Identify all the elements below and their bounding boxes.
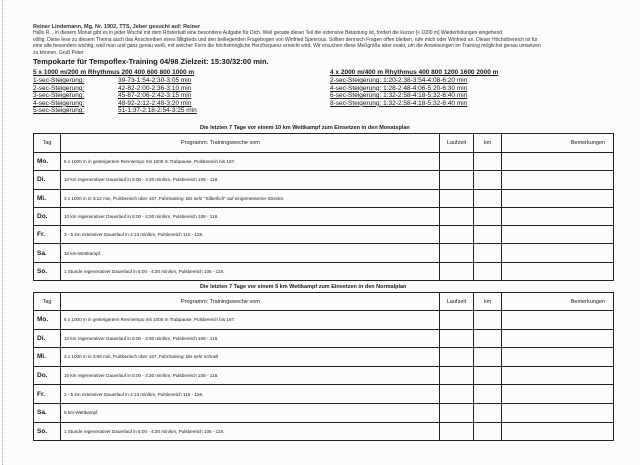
- table-row: [34, 171, 614, 189]
- table-row: [34, 189, 614, 207]
- author-line: Reiner Lindemann, Mg. Nr. 1902, TTS, Jeber gesucht auf: Reiner: [33, 24, 201, 30]
- col-km: km: [474, 134, 502, 153]
- col-bemerkungen: Bemerkungen: [502, 293, 614, 311]
- bemerkungen-cell[interactable]: [502, 171, 614, 189]
- bemerkungen-cell[interactable]: [502, 348, 614, 367]
- km-cell[interactable]: [474, 207, 502, 225]
- program-cell: 10 km regenerativer Dauerlauf in 5:00 - 4:30 min/km, Pulsbereich 108 - 118.: [61, 171, 440, 189]
- table-header: [34, 293, 614, 311]
- program-cell: 6 x 1000 m in gesteigertem Renntempo mit 1000 m Trabpause, Pulsbereich bis 167.: [61, 311, 440, 330]
- program-cell: 5 km-Wettkampf.: [61, 403, 440, 422]
- col-tag: Tag: [34, 134, 61, 153]
- day-cell: Sa.: [34, 403, 61, 422]
- day-cell: So.: [34, 422, 61, 441]
- program-cell: 10 km regenerativer Dauerlauf in 5:00 - 4:30 min/km, Pulsbereich 108 - 118.: [61, 366, 440, 385]
- bemerkungen-cell[interactable]: [502, 153, 614, 171]
- col-programm: Programm: Trainingswoche vom: [61, 293, 440, 311]
- laufzeit-cell[interactable]: [440, 311, 474, 330]
- col-km: km: [474, 293, 502, 311]
- program-cell: 10 km regenerativer Dauerlauf in 5:00 - 4:30 min/km, Pulsbereich 108 - 118.: [61, 329, 440, 348]
- km-cell[interactable]: [474, 403, 502, 422]
- steigerung-times: 51-1:37-2:18-2:54-3:25 min: [118, 107, 197, 115]
- table-header: [34, 134, 614, 153]
- scan-edge: [2, 0, 4, 465]
- program-cell: 1 Stunde regenerativer Dauerlauf in 5:00 - 4:30 min/km, Pulsbereich 108 - 118.: [61, 422, 440, 441]
- bemerkungen-cell[interactable]: [502, 422, 614, 441]
- table1-caption: Die letzten 7 Tage vor einem 10 km Wettkampf zum Einsetzen in den Monatsplan: [200, 125, 410, 131]
- day-cell: Mi.: [34, 348, 61, 367]
- day-cell: Do.: [34, 366, 61, 385]
- steigerung-label: 3-sec-Steigerung:: [33, 92, 85, 100]
- col-laufzeit: Laufzeit: [440, 134, 474, 153]
- bemerkungen-cell[interactable]: [502, 262, 614, 280]
- table-row: [34, 153, 614, 171]
- steigerung-times: 42-82-2:00-2:36-3:10 min: [118, 84, 192, 92]
- bemerkungen-cell[interactable]: [502, 311, 614, 330]
- table-row: [34, 262, 614, 280]
- program-cell: 2 - 5 km extensiver Dauerlauf in 4:13 min/km, Pulsbereich 115 - 126.: [61, 385, 440, 404]
- km-cell[interactable]: [474, 262, 502, 280]
- col-programm: Programm: Trainingswoche vom: [61, 134, 440, 153]
- left-heading: 5 x 1000 m/200 m Rhythmus 200 400 600 800 1000 m: [33, 69, 195, 76]
- laufzeit-cell[interactable]: [440, 189, 474, 207]
- bemerkungen-cell[interactable]: [502, 189, 614, 207]
- program-cell: 10 km-Wettkampf.: [61, 244, 440, 262]
- km-cell[interactable]: [474, 226, 502, 244]
- table-row: [34, 403, 614, 422]
- steigerung-label: 5-sec-Steigerung:: [33, 107, 85, 115]
- letter-line: völlig. Diese lese zu diesem Thema auch das Anschreiben eines Mitglieds und den beiliegenden Fragebogen von Winfried Spenrous. Sollten dennoch Fragen offen bleiben, rufe mich oder Winfried an. Dieser Höchstbereich ist für: [33, 36, 538, 43]
- km-cell[interactable]: [474, 171, 502, 189]
- steigerung-row: 6-sec-Steigerung: 1:32-2:58-4:18-5:32-6:40 min: [330, 92, 468, 100]
- km-cell[interactable]: [474, 366, 502, 385]
- training-table-10km: [33, 133, 614, 281]
- program-cell: 1 Stunde regenerativer Dauerlauf in 5:00 - 4:30 min/km, Pulsbereich 108 - 118.: [61, 262, 440, 280]
- bemerkungen-cell[interactable]: [502, 403, 614, 422]
- col-tag: Tag: [34, 293, 61, 311]
- bemerkungen-cell[interactable]: [502, 329, 614, 348]
- table-row: [34, 422, 614, 441]
- steigerung-times: 48-92-2:12-2:48-3:20 min: [118, 99, 192, 107]
- col-bemerkungen: Bemerkungen: [502, 134, 614, 153]
- program-cell: 3 x 1000 m in 3:12 min, Pulsbereich über 167, Fahrtraining: Bis sehr "Silberlich" auf eingemessener Strecke.: [61, 189, 440, 207]
- steigerung-label: 4-sec-Steigerung:: [33, 99, 85, 107]
- laufzeit-cell[interactable]: [440, 153, 474, 171]
- table2-caption: Die letzten 7 Tage vor einem 5 km Wettkampf zum Einsetzen in den Normalplan: [200, 284, 407, 290]
- laufzeit-cell[interactable]: [440, 226, 474, 244]
- steigerung-row: 8-sec-Steigerung: 1:32-2:58-4:18-5:32-6:40 min: [330, 99, 468, 107]
- day-cell: Mo.: [34, 153, 61, 171]
- km-cell[interactable]: [474, 153, 502, 171]
- steigerung-times: 39-73-1:54-2:30-3:05 min: [118, 77, 192, 84]
- day-cell: Do.: [34, 207, 61, 225]
- letter-line: zu können. Gruß Peter: [33, 49, 84, 56]
- laufzeit-cell[interactable]: [440, 244, 474, 262]
- steigerung-row: 4-sec-Steigerung: 1:28-2:48-4:06-5:20-6:30 min: [330, 84, 468, 92]
- table-row: [34, 348, 614, 367]
- steigerung-label: 1-sec-Steigerung:: [33, 77, 85, 84]
- km-cell[interactable]: [474, 244, 502, 262]
- km-cell[interactable]: [474, 385, 502, 404]
- laufzeit-cell[interactable]: [440, 385, 474, 404]
- day-cell: Sa.: [34, 244, 61, 262]
- table-row: [34, 329, 614, 348]
- km-cell[interactable]: [474, 311, 502, 330]
- program-cell: 5 x 1000 m in gesteigertem Renntempo mit 1000 m Trabpause, Pulsbereich bis 167.: [61, 153, 440, 171]
- km-cell[interactable]: [474, 329, 502, 348]
- laufzeit-cell[interactable]: [440, 171, 474, 189]
- table-row: [34, 244, 614, 262]
- letter-line: eine alte besonders wichtig, weil man und ganz genau weiß, mit welcher Form die höchstmögliche Herzfrequenz erreicht wird. Wir ersuchen diese Meßgröße aber exakt, um die Anweisungen im Training möglichst genau umsetzen: [33, 43, 541, 49]
- laufzeit-cell[interactable]: [440, 262, 474, 280]
- table-row: [34, 385, 614, 404]
- day-cell: Mo.: [34, 311, 61, 330]
- laufzeit-cell[interactable]: [440, 422, 474, 441]
- bemerkungen-cell[interactable]: [502, 366, 614, 385]
- day-cell: Di.: [34, 171, 61, 189]
- bemerkungen-cell[interactable]: [502, 207, 614, 225]
- laufzeit-cell[interactable]: [440, 207, 474, 225]
- day-cell: So.: [34, 262, 61, 280]
- steigerung-label: 2-sec-Steigerung:: [33, 84, 85, 92]
- km-cell[interactable]: [474, 189, 502, 207]
- km-cell[interactable]: [474, 422, 502, 441]
- table-row: [34, 311, 614, 330]
- program-cell: 10 km regenerativer Dauerlauf in 5:00 - 4:30 min/km, Pulsbereich 108 - 118.: [61, 207, 440, 225]
- program-cell: 3 - 5 km extensiver Dauerlauf in 4:13 min/km, Pulsbereich 110 - 125.: [61, 226, 440, 244]
- bemerkungen-cell[interactable]: [502, 226, 614, 244]
- day-cell: Mi.: [34, 189, 61, 207]
- steigerung-times: 45-87-2:06-2:42-3:15 min: [118, 92, 192, 100]
- day-cell: Fr.: [34, 385, 61, 404]
- letter-line: Hallo R. , in diesem Monat gibt es in jeder Woche mit dem Rösterkatt eine besondere Aufgabe für Dich. Weil gerade dieser Teil die extensive Belastung ist, fordert die kurzer [< 1000 m] Wiederholungen eingehend: [33, 30, 503, 36]
- program-cell: 3 x 1000 m in 3:06 min, Pulsbereich über 167, Fahrtraining: Bis sehr schnell: [61, 348, 440, 367]
- table-row: [34, 226, 614, 244]
- bemerkungen-cell[interactable]: [502, 385, 614, 404]
- tempokarte-title: Tempokarte für Tempoflex-Training 04/98 Zielzeit: 15:30/32:00 min.: [33, 57, 269, 66]
- steigerung-row: 2-sec-Steigerung: 1:20-2:38-3:54-4:08-6:20 min: [330, 77, 468, 84]
- col-laufzeit: Laufzeit: [440, 293, 474, 311]
- bemerkungen-cell[interactable]: [502, 244, 614, 262]
- right-heading: 4 x 2000 m/400 m Rhythmus 400 800 1200 1600 2000 m: [330, 69, 499, 76]
- training-table-5km: [33, 292, 614, 441]
- table-row: [34, 366, 614, 385]
- day-cell: Di.: [34, 329, 61, 348]
- laufzeit-cell[interactable]: [440, 403, 474, 422]
- laufzeit-cell[interactable]: [440, 329, 474, 348]
- laufzeit-cell[interactable]: [440, 348, 474, 367]
- day-cell: Fr.: [34, 226, 61, 244]
- table-row: [34, 207, 614, 225]
- km-cell[interactable]: [474, 348, 502, 367]
- laufzeit-cell[interactable]: [440, 366, 474, 385]
